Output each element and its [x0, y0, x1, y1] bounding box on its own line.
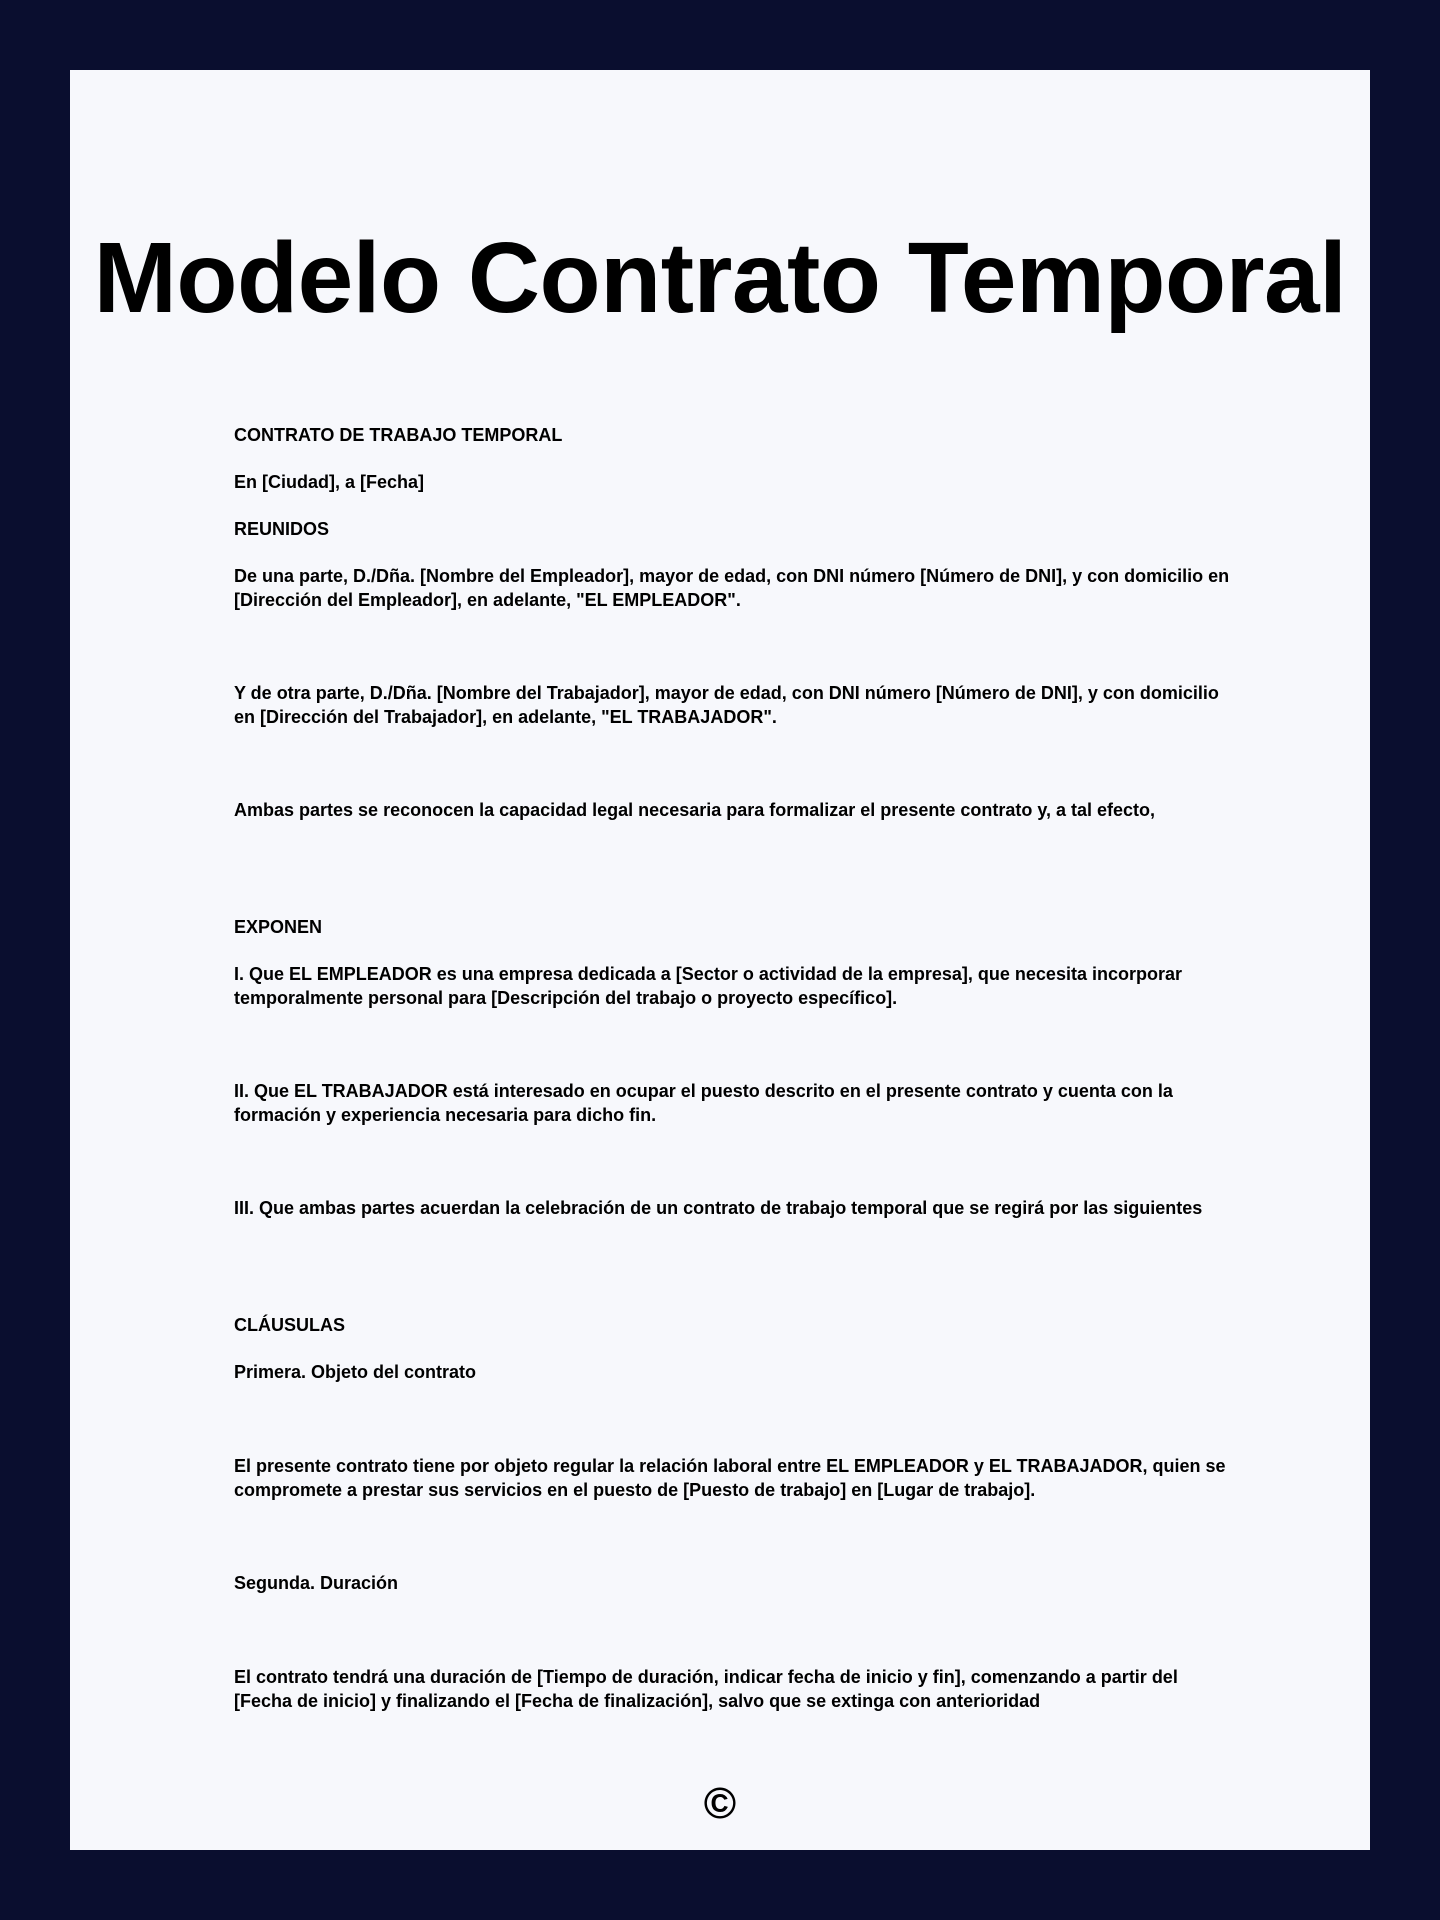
document-title: Modelo Contrato Temporal	[93, 222, 1347, 334]
clause-1-heading: Primera. Objeto del contrato	[234, 1362, 477, 1382]
section-clausulas: CLÁUSULAS	[234, 1315, 345, 1335]
place-date-line: En [Ciudad], a [Fecha]	[234, 472, 425, 492]
exponen-item-2: II. Que EL TRABAJADOR está interesado en ocupar el puesto descrito en el presente contrato y cuenta con la formación y experiencia necesaria para dicho fin.	[234, 1081, 1173, 1125]
exponen-item-3: III. Que ambas partes acuerdan la celebración de un contrato de trabajo temporal que se regirá por las siguientes	[234, 1198, 1203, 1218]
section-reunidos: REUNIDOS	[234, 519, 330, 539]
clause-2-text: El contrato tendrá una duración de [Tiempo de duración, indicar fecha de inicio y fin], comenzando a partir del [Fecha de inicio] y finalizando el [Fecha de finalización], salvo que se extinga con anterioridad	[234, 1667, 1178, 1711]
copyright-icon: ©	[703, 1779, 737, 1828]
document-page	[70, 70, 1370, 1850]
exponen-item-1: I. Que EL EMPLEADOR es una empresa dedicada a [Sector o actividad de la empresa], que necesita incorporar temporalmente personal para [Descripción del trabajo o proyecto específico].	[234, 964, 1182, 1008]
clause-2-heading: Segunda. Duración	[234, 1573, 399, 1593]
clause-1-text: El presente contrato tiene por objeto regular la relación laboral entre EL EMPLEADOR y EL TRABAJADOR, quien se compromete a prestar sus servicios en el puesto de [Puesto de trabajo] en [Lugar de trabajo].	[234, 1456, 1226, 1500]
worker-paragraph: Y de otra parte, D./Dña. [Nombre del Trabajador], mayor de edad, con DNI número [Número de DNI], y con domicilio en [Dirección del Trabajador], en adelante, "EL TRABAJADOR".	[234, 683, 1219, 727]
employer-paragraph: De una parte, D./Dña. [Nombre del Empleador], mayor de edad, con DNI número [Número de DNI], y con domicilio en [Dirección del Empleador], en adelante, "EL EMPLEADOR".	[234, 566, 1230, 610]
capacity-paragraph: Ambas partes se reconocen la capacidad legal necesaria para formalizar el presente contrato y, a tal efecto,	[234, 800, 1156, 820]
contract-heading: CONTRATO DE TRABAJO TEMPORAL	[234, 425, 563, 445]
section-exponen: EXPONEN	[234, 917, 323, 937]
